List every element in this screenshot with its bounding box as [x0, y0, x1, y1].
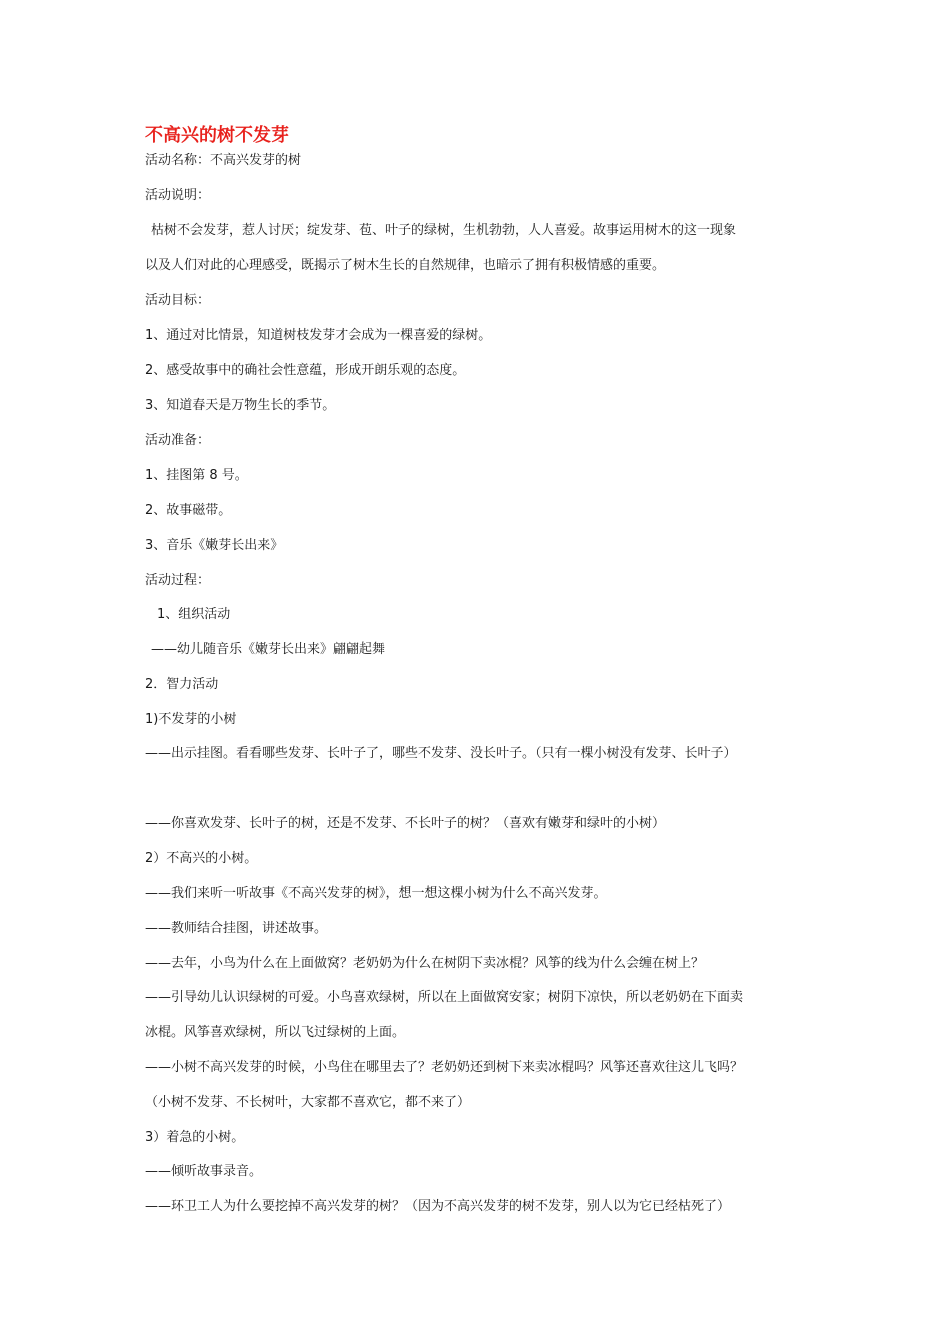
description-line: 枯树不会发芽，惹人讨厌；绽发芽、苞、叶子的绿树，生机勃勃，人人喜爱。故事运用树木的这一现象 — [151, 223, 737, 238]
process-step: 1、组织活动 — [157, 607, 231, 622]
process-line: ——倾听故事录音。 — [145, 1164, 263, 1179]
process-line: ——小树不高兴发芽的时候，小鸟住在哪里去了？老奶奶还到树下来卖冰棍吗？风筝还喜欢往这儿飞吗？ — [145, 1060, 744, 1075]
description-heading: 活动说明： — [145, 188, 211, 203]
process-line: ——幼儿随音乐《嫩芽长出来》翩翩起舞 — [151, 642, 386, 657]
process-substep: 1)不发芽的小树 — [145, 712, 237, 727]
prep-item: 3、音乐《嫩芽长出来》 — [145, 538, 284, 553]
prep-item: 2、故事磁带。 — [145, 503, 232, 518]
description-line: 以及人们对此的心理感受，既揭示了树木生长的自然规律，也暗示了拥有积极情感的重要。 — [145, 258, 666, 273]
process-substep: 2）不高兴的小树。 — [145, 851, 258, 866]
process-line: ——引导幼儿认识绿树的可爱。小鸟喜欢绿树，所以在上面做窝安家；树阴下凉快，所以老奶奶在下面卖 — [145, 990, 744, 1005]
document-title: 不高兴的树不发芽 — [145, 125, 289, 146]
process-line: 冰棍。风筝喜欢绿树，所以飞过绿树的上面。 — [145, 1025, 406, 1040]
process-substep: 3）着急的小树。 — [145, 1130, 245, 1145]
prep-item: 1、挂图第 8 号。 — [145, 468, 248, 483]
activity-name: 活动名称：不高兴发芽的树 — [145, 153, 302, 168]
process-line: ——我们来听一听故事《不高兴发芽的树》，想一想这棵小树为什么不高兴发芽。 — [145, 886, 607, 901]
goal-item: 1、通过对比情景，知道树枝发芽才会成为一棵喜爱的绿树。 — [145, 328, 492, 343]
process-line: ——教师结合挂图，讲述故事。 — [145, 921, 328, 936]
process-line: ——去年，小鸟为什么在上面做窝？老奶奶为什么在树阴下卖冰棍？风筝的线为什么会缠在树上？ — [145, 956, 705, 971]
process-step: 2．智力活动 — [145, 677, 219, 692]
goal-item: 3、知道春天是万物生长的季节。 — [145, 398, 336, 413]
process-line: ——环卫工人为什么要挖掉不高兴发芽的树？（因为不高兴发芽的树不发芽，别人以为它已经枯死了） — [145, 1199, 731, 1214]
process-line: ——你喜欢发芽、长叶子的树，还是不发芽、不长叶子的树？（喜欢有嫩芽和绿叶的小树） — [145, 816, 666, 831]
process-line: （小树不发芽、不长树叶，大家都不喜欢它，都不来了） — [145, 1095, 471, 1110]
process-line: ——出示挂图。看看哪些发芽、长叶子了，哪些不发芽、没长叶子。（只有一棵小树没有发芽、长叶子） — [145, 746, 737, 761]
prep-heading: 活动准备： — [145, 433, 211, 448]
goal-item: 2、感受故事中的确社会性意蕴，形成开朗乐观的态度。 — [145, 363, 466, 378]
process-heading: 活动过程： — [145, 573, 211, 588]
goals-heading: 活动目标： — [145, 293, 211, 308]
